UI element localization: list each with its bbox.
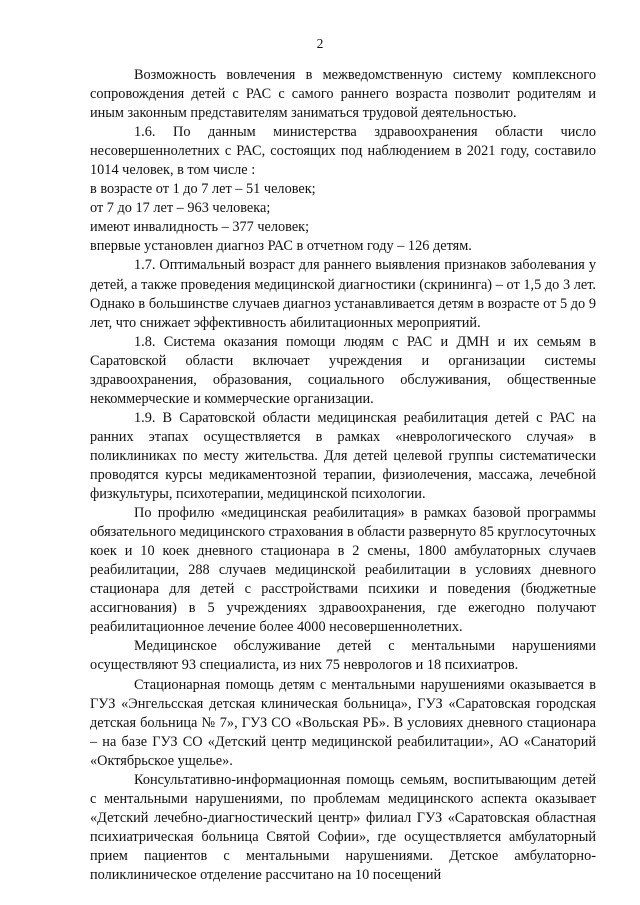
document-body: [90, 66, 596, 885]
paragraph-intro: Возможность вовлечения в межведомственную систему комплексного сопровождения детей с РАС с самого раннего возраста позволит родителям и иным законным представителям заниматься трудовой деятельностью.: [90, 67, 596, 122]
list-item-first-diagnosis: впервые установлен диагноз РАС в отчетном году – 126 детям.: [90, 238, 472, 255]
paragraph-rehabilitation-profile: По профилю «медицинская реабилитация» в рамках базовой программы обязательного медицинского страхования в области развернуто 85 круглосуточных коек и 10 коек дневного стационара в 2 смены, 1800 амбулаторных случаев реабилитации, 288 случаев медицинской реабилитации в условиях дневного стационара для детей с расстройствами психики и поведения (бюджетные ассигнования) в 5 учреждениях здравоохранения, где ежегодно получают реабилитационное лечение более 4000 несовершеннолетних.: [90, 505, 596, 636]
paragraph-1-9: 1.9. В Саратовской области медицинская реабилитация детей с РАС на ранних этапах осуществляется в рамках «неврологического случая» в поликлиниках по месту жительства. Для детей целевой группы систематически проводятся курсы медикаментозной терапии, физиолечения, массажа, лечебной физкультуры, психотерапии, медицинской психологии.: [90, 409, 596, 503]
paragraph-inpatient-care: Стационарная помощь детям с ментальными нарушениями оказывается в ГУЗ «Энгельсская детская клиническая больница», ГУЗ «Саратовская городская детская больница № 7», ГУЗ СО «Вольская РБ». В условиях дневного стационара – на базе ГУЗ СО «Детский центр медицинской реабилитации», АО «Санаторий «Октябрьское ущелье».: [90, 676, 596, 769]
list-item-age-1-7: в возрасте от 1 до 7 лет – 51 человек;: [90, 181, 316, 198]
paragraph-1-8: 1.8. Система оказания помощи людям с РАС и ДМН и их семьям в Саратовской области включает учреждения и организации системы здравоохранения, образования, социального обслуживания, общественные некоммерческие и коммерческие организации.: [90, 333, 596, 407]
list-item-age-7-17: от 7 до 17 лет – 963 человека;: [90, 200, 271, 217]
paragraph-1-7: 1.7. Оптимальный возраст для раннего выявления признаков заболевания у детей, а также проведения медицинской диагностики (скрининга) – от 1,5 до 3 лет. Однако в большинстве случаев диагноз устанавливается детям в возрасте от 5 до 9 лет, что снижает эффективность абилитационных мероприятий.: [90, 257, 596, 331]
list-item-disability: имеют инвалидность – 377 человек;: [90, 219, 310, 236]
page-number: 2: [316, 36, 324, 51]
paragraph-medical-staff: Медицинское обслуживание детей с ментальными нарушениями осуществляют 93 специалиста, из них 75 неврологов и 18 психиатров.: [90, 638, 596, 674]
paragraph-1-6: 1.6. По данным министерства здравоохранения области число несовершеннолетних с РАС, состоящих под наблюдением в 2021 году, составило 1014 человек, в том числе :: [90, 124, 596, 179]
paragraph-consultative-help: Консультативно-информационная помощь семьям, воспитывающим детей с ментальными нарушениями, по проблемам медицинского аспекта оказывает «Детский лечебно-диагностический центр» филиал ГУЗ «Саратовская областная психиатрическая больница Святой Софии», где осуществляется амбулаторный прием пациентов с ментальными нарушениями. Детское амбулаторно-поликлиническое отделение рассчитано на 10 посещений: [90, 771, 596, 883]
